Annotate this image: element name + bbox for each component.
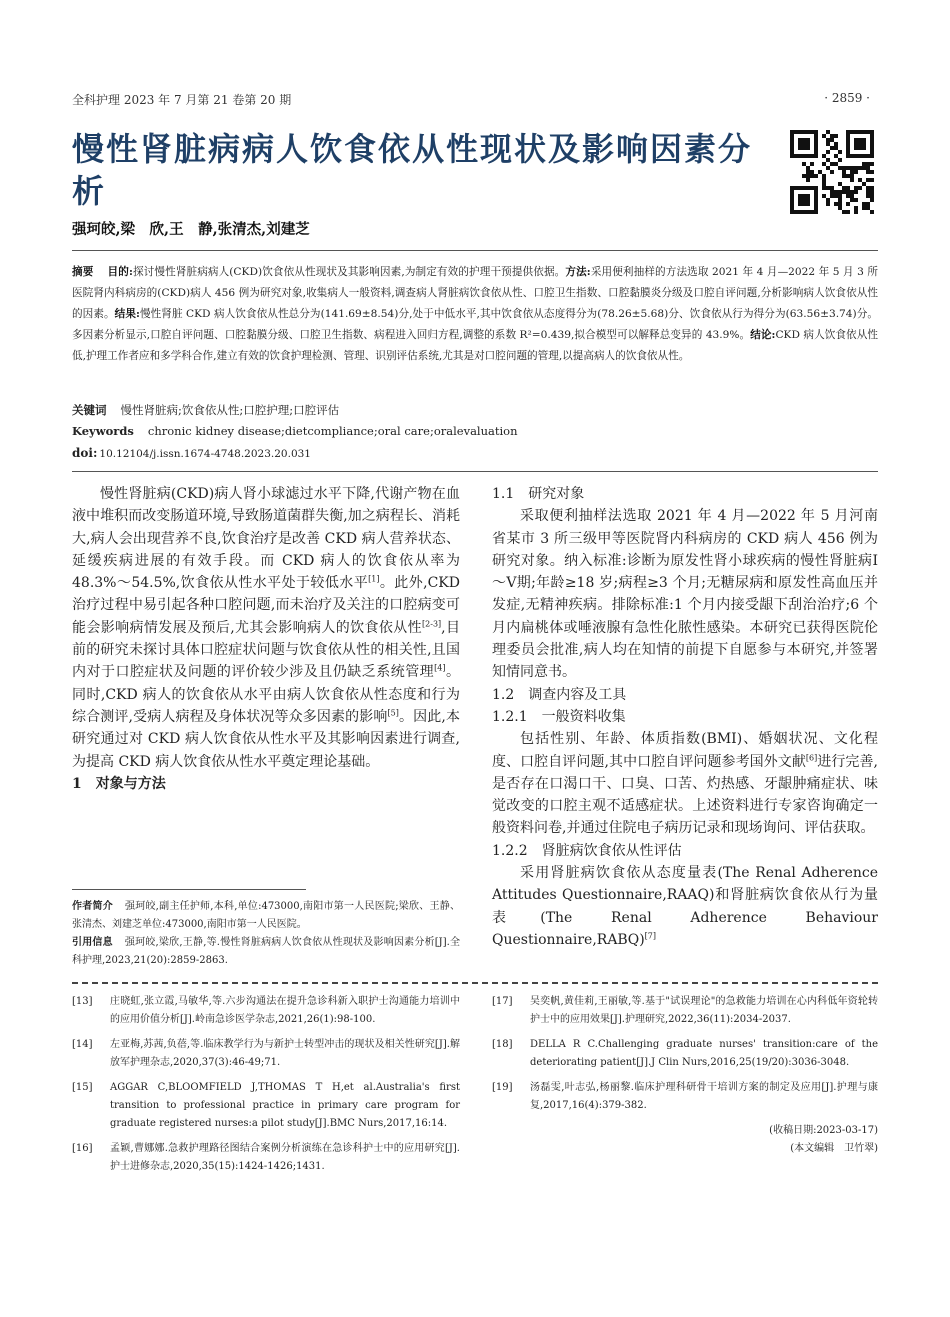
subsection-heading: 1.2 调查内容及工具 [492,686,627,703]
subsection-heading: 1.2.2 肾脏病饮食依从性评估 [492,842,682,859]
qr-code-icon [790,130,874,214]
reference-number: [14] [72,1039,93,1050]
methods-text: 采用便利抽样的方法选取 2021 年 4 月—2022 年 5 月 3 所医院肾内科病房的(CKD)病人 456 例为研究对象,收集病人一般资料,调查病人肾脏病饮食依从性、口腔卫生指数、口腔黏膜炎分级及口腔自评问题,分析影响病人饮食依从性的因素。 [72,266,878,320]
divider [72,471,878,472]
author-list: 强珂皎,梁 欣,王 静,张清杰,刘建芝 [72,221,310,238]
reference-text: 吴奕帆,黄佳莉,王丽敏,等.基于"试误理论"的急救能力培训在心内科低年资轮转护士中的应用效果[J].护理研究,2022,36(11):2034-2037. [530,996,878,1025]
reference-number: [16] [72,1143,93,1154]
methods-label: 方法: [565,266,591,278]
reference-item [72,1036,460,1072]
citation[interactable]: [1] [368,574,380,584]
article-title: 慢性肾脏病病人饮食依从性现状及影响因素分析 [72,130,753,210]
author-info-text: 强珂皎,副主任护师,本科,单位:473000,南阳市第一人民医院;梁欣、王静、张清杰、刘建芝单位:473000,南阳市第一人民医院。 [72,901,460,930]
reference-number: [18] [492,1039,513,1050]
objective-text: 探讨慢性肾脏病病人(CKD)饮食依从性现状及其影响因素,为制定有效的护理干预提供依据。 [132,266,566,278]
citation[interactable]: [5] [387,708,399,718]
section-separator [72,982,878,984]
keywords-en-label: Keywords [72,424,134,438]
reference-text: DELLA R C.Challenging graduate nurses' transition:care of the deteriorating patient[J].J Clin Nurs,2016,25(19/20):3036-3048. [530,1039,878,1068]
conclusion-text: CKD 病人饮食依从性低,护理工作者应和多学科合作,建立有效的饮食护理检测、管理、识别评估系统,尤其是对口腔问题的管理,以提高病人的饮食依从性。 [72,329,878,362]
doi-value: 10.12104/j.issn.1674-4748.2023.20.031 [99,448,311,460]
reference-number: [17] [492,996,513,1007]
running-header: 全科护理 2023 年 7 月第 21 卷第 20 期 [72,93,292,107]
subsection-heading: 1.2.1 一般资料收集 [492,708,626,725]
citation[interactable]: [7] [644,931,657,941]
intro-paragraph: 慢性肾脏病(CKD)病人肾小球滤过水平下降,代谢产物在血液中堆积而改变肠道环境,导致肠道菌群失衡,加之病程长、消耗大,病人会出现营养不良,饮食治疗是改善 CKD 病人营养状态、延缓疾病进展的有效手段。而 CKD 病人的饮食依从率为 48.3%～54.5%,饮食依从性水平处于较低水平[1]。此外,CKD 治疗过程中易引起各种口腔问题,而未治疗及关注的口腔病变可能会影响病情发展及预后,尤其会影响病人的饮食依从性[2-3],目前的研究未探讨具体口腔症状问题与饮食依从性的相关性,且国内对于口腔症状及问题的评价较少涉及且仍缺乏系统管理[4]。同时,CKD 病人的饮食依从水平由病人饮食依从性态度和行为综合测评,受病人病程及身体状况等众多因素的影响[5]。因此,本研究通过对 CKD 病人饮食依从性水平及其影响因素进行调查,为提高 CKD 病人饮食依从性水平奠定理论基础。 [72,486,461,770]
body-paragraph: 采用肾脏病饮食依从态度量表(The Renal Adherence Attitudes Questionnaire,RAAQ)和肾脏病饮食依从行为量表(The Renal Adherence Behaviour Questionnaire,RABQ)[7] [492,865,878,948]
divider [72,250,878,251]
abstract [72,262,878,367]
reference-item [72,993,460,1029]
citation-info-label: 引用信息 [72,937,113,948]
reference-number: [13] [72,996,93,1007]
results-label: 结果: [114,308,140,320]
abstract-label: 摘要 [72,266,94,278]
keywords-en-value: chronic kidney disease;dietcompliance;oral care;oralevaluation [147,424,518,438]
received-date: (收稿日期:2023-03-17) [769,1125,878,1136]
subsection-heading: 1.1 研究对象 [492,486,585,502]
conclusion-label: 结论: [750,329,776,341]
footnote-divider [72,889,306,890]
reference-list-left [72,993,460,1183]
citation-info-text: 强珂皎,梁欣,王静,等.慢性肾脏病病人饮食依从性现状及影响因素分析[J].全科护理,2023,21(20):2859-2863. [72,937,460,966]
keywords-value: 慢性肾脏病;饮食依从性;口腔护理;口腔评估 [120,403,340,417]
reference-item [72,1079,460,1133]
objective-label: 目的: [107,266,133,278]
right-column [492,483,878,951]
results-text: 慢性肾脏 CKD 病人饮食依从性总分为(141.69±8.54)分,处于中低水平,其中饮食依从态度得分为(78.26±5.68)分、饮食依从行为得分为(63.56±3.74)分。多因素分析显示,口腔自评问题、口腔黏膜分级、口腔卫生指数、病程进入回归方程,调整的系数 R²=0.439,拟合模型可以解释总变异的 43.9%。 [72,308,878,341]
footnote [72,898,460,970]
reference-text: 庄晓虹,张立霞,马敏华,等.六步沟通法在提升急诊科新入职护士沟通能力培训中的应用价值分析[J].岭南急诊医学杂志,2021,26(1):98-100. [110,996,460,1025]
left-column [72,483,460,795]
reference-item [72,1140,460,1176]
keywords-label: 关键词 [72,403,107,417]
reference-number: [19] [492,1082,513,1093]
citation[interactable]: [2-3] [422,619,442,629]
reference-item [492,993,878,1029]
reference-item [492,1036,878,1072]
body-paragraph: 包括性别、年龄、体质指数(BMI)、婚姻状况、文化程度、口腔自评问题,其中口腔自评问题参考国外文献[6]进行完善,是否存在口渴口干、口臭、口苦、灼热感、牙龈肿痛症状、味觉改变的口腔主观不适感症状。上述资料进行专家咨询确定一般资料问卷,并通过住院电子病历记录和现场询问、评估获取。 [492,731,878,837]
reference-text: 左亚梅,苏茜,负蓓,等.临床教学行为与新护士转型冲击的现状及相关性研究[J].解放军护理杂志,2020,37(3):46-49;71. [110,1039,460,1068]
keywords-row [72,402,878,418]
reference-text: AGGAR C,BLOOMFIELD J,THOMAS T H,et al.Australia's first transition to professional practice in primary care program for graduate registered nurses:a pilot study[J].BMC Nurs,2017,16:14. [110,1082,460,1129]
author-info-label: 作者简介 [72,901,113,912]
doi-label: doi: [72,446,98,460]
citation[interactable]: [6] [805,752,818,762]
reference-text: 汤磊雯,叶志弘,杨丽黎.临床护理科研骨干培训方案的制定及应用[J].护理与康复,2017,16(4):379-382. [530,1082,878,1111]
reference-list-right [492,993,878,1158]
doi-row [72,446,878,460]
editor-note: (本文编辑 卫竹翠) [790,1143,878,1154]
keywords-en-row [72,424,878,438]
reference-number: [15] [72,1082,93,1093]
reference-item [492,1079,878,1115]
citation[interactable]: [4] [434,663,446,673]
body-paragraph: 采取便利抽样法选取 2021 年 4 月—2022 年 5 月河南省某市 3 所三级甲等医院肾内科病房的 CKD 病人 456 例为研究对象。纳入标准:诊断为原发性肾小球疾病的慢性肾脏病Ⅰ～Ⅴ期;年龄≥18 岁;病程≥3 个月;无糖尿病和原发性高血压并发症,无精神疾病。排除标准:1 个月内接受龈下刮治治疗;6 个月内扁桃体或唾液腺有急性化脓性感染。本研究已获得医院伦理委员会批准,病人均在知情的前提下自愿参与本研究,并签署知情同意书。 [492,508,878,681]
section-heading: 1 对象与方法 [72,775,166,792]
page-number: · 2859 · [824,91,870,105]
reference-text: 孟颖,曹娜娜.急救护理路径图结合案例分析演练在急诊科护士中的应用研究[J].护士进修杂志,2020,35(15):1424-1426;1431. [110,1143,460,1172]
